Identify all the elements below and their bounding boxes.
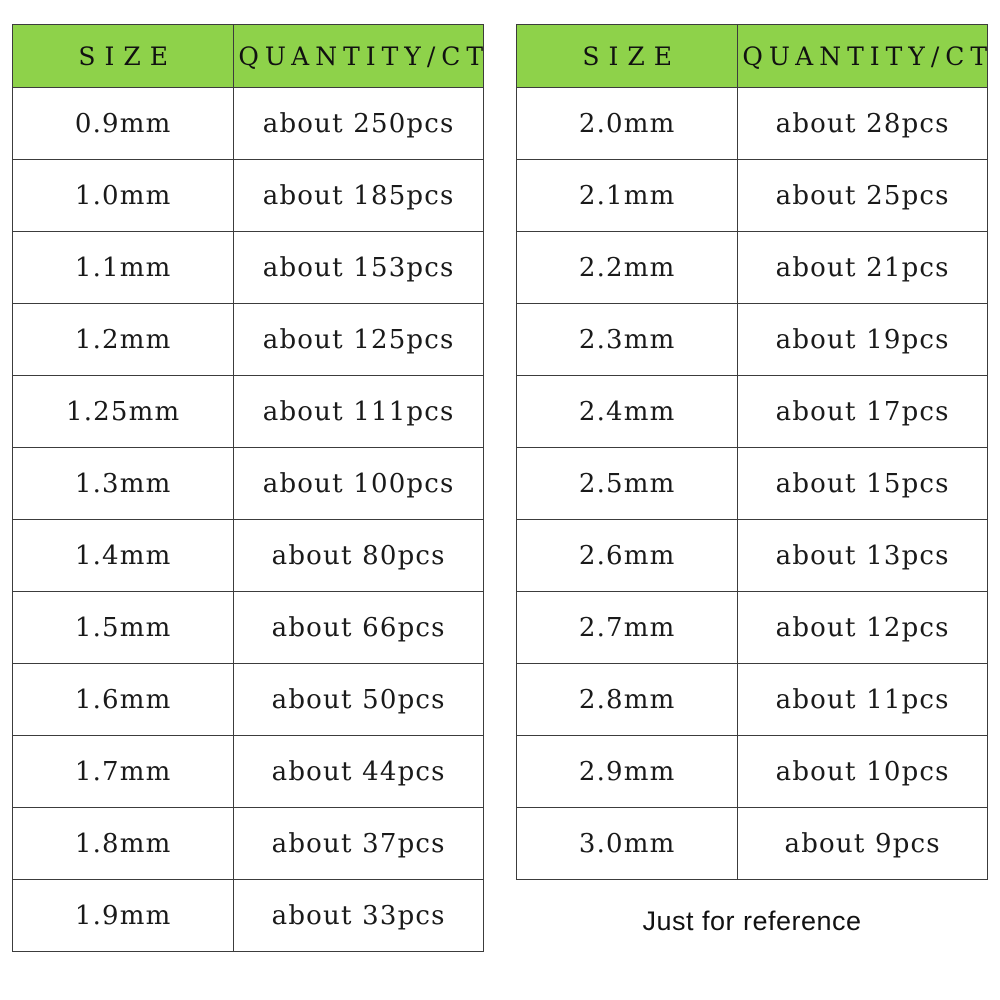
cell-size: 0.9mm — [13, 88, 234, 160]
cell-size: 2.5mm — [517, 448, 738, 520]
cell-quantity: about 19pcs — [738, 304, 988, 376]
cell-size: 1.1mm — [13, 232, 234, 304]
table-row — [13, 880, 484, 952]
cell-size: 1.9mm — [13, 880, 234, 952]
table-row — [13, 808, 484, 880]
cell-size: 2.1mm — [517, 160, 738, 232]
cell-quantity: about 25pcs — [738, 160, 988, 232]
column-header-quantity: QUANTITY/CT — [738, 25, 988, 88]
table-row — [517, 232, 988, 304]
cell-quantity: about 17pcs — [738, 376, 988, 448]
cell-size: 1.7mm — [13, 736, 234, 808]
table-row — [13, 664, 484, 736]
cell-quantity: about 44pcs — [234, 736, 484, 808]
column-header-size: SIZE — [13, 25, 234, 88]
cell-size: 2.2mm — [517, 232, 738, 304]
table-row — [13, 304, 484, 376]
cell-quantity: about 37pcs — [234, 808, 484, 880]
table-header-row — [13, 25, 484, 88]
cell-quantity: about 13pcs — [738, 520, 988, 592]
cell-quantity: about 100pcs — [234, 448, 484, 520]
table-row — [13, 160, 484, 232]
size-quantity-table-left — [12, 24, 490, 952]
cell-quantity: about 11pcs — [738, 664, 988, 736]
cell-quantity: about 10pcs — [738, 736, 988, 808]
cell-quantity: about 28pcs — [738, 88, 988, 160]
cell-quantity: about 111pcs — [234, 376, 484, 448]
cell-size: 2.3mm — [517, 304, 738, 376]
table-row — [517, 736, 988, 808]
table-row — [517, 520, 988, 592]
table-row — [517, 304, 988, 376]
table-row — [13, 376, 484, 448]
cell-quantity: about 15pcs — [738, 448, 988, 520]
cell-size: 1.2mm — [13, 304, 234, 376]
table-row — [517, 448, 988, 520]
cell-size: 1.6mm — [13, 664, 234, 736]
table-row — [517, 664, 988, 736]
table-row — [13, 592, 484, 664]
cell-size: 1.25mm — [13, 376, 234, 448]
table-row — [517, 808, 988, 880]
left-table-body — [13, 88, 484, 952]
size-quantity-table-right — [516, 24, 994, 880]
table-row — [13, 736, 484, 808]
column-header-quantity: QUANTITY/CT — [234, 25, 484, 88]
cell-quantity: about 153pcs — [234, 232, 484, 304]
cell-size: 2.8mm — [517, 664, 738, 736]
cell-quantity: about 12pcs — [738, 592, 988, 664]
cell-quantity: about 21pcs — [738, 232, 988, 304]
cell-size: 2.4mm — [517, 376, 738, 448]
cell-size: 3.0mm — [517, 808, 738, 880]
cell-quantity: about 66pcs — [234, 592, 484, 664]
cell-size: 1.0mm — [13, 160, 234, 232]
cell-size: 1.8mm — [13, 808, 234, 880]
left-table-block — [12, 24, 490, 952]
right-table-body — [517, 88, 988, 880]
table-row — [517, 376, 988, 448]
table-row — [13, 520, 484, 592]
table-row — [13, 448, 484, 520]
cell-quantity: about 33pcs — [234, 880, 484, 952]
cell-quantity: about 9pcs — [738, 808, 988, 880]
cell-size: 2.9mm — [517, 736, 738, 808]
table-row — [13, 232, 484, 304]
cell-size: 2.6mm — [517, 520, 738, 592]
cell-size: 1.5mm — [13, 592, 234, 664]
cell-quantity: about 250pcs — [234, 88, 484, 160]
table-row — [517, 592, 988, 664]
column-header-size: SIZE — [517, 25, 738, 88]
cell-size: 2.7mm — [517, 592, 738, 664]
cell-quantity: about 50pcs — [234, 664, 484, 736]
table-row — [517, 88, 988, 160]
cell-size: 1.4mm — [13, 520, 234, 592]
cell-quantity: about 185pcs — [234, 160, 484, 232]
cell-quantity: about 125pcs — [234, 304, 484, 376]
cell-size: 2.0mm — [517, 88, 738, 160]
cell-size: 1.3mm — [13, 448, 234, 520]
table-header-row — [517, 25, 988, 88]
footnote-text: Just for reference — [642, 906, 862, 936]
table-row — [517, 160, 988, 232]
cell-quantity: about 80pcs — [234, 520, 484, 592]
table-row — [13, 88, 484, 160]
right-table-block — [516, 24, 994, 937]
